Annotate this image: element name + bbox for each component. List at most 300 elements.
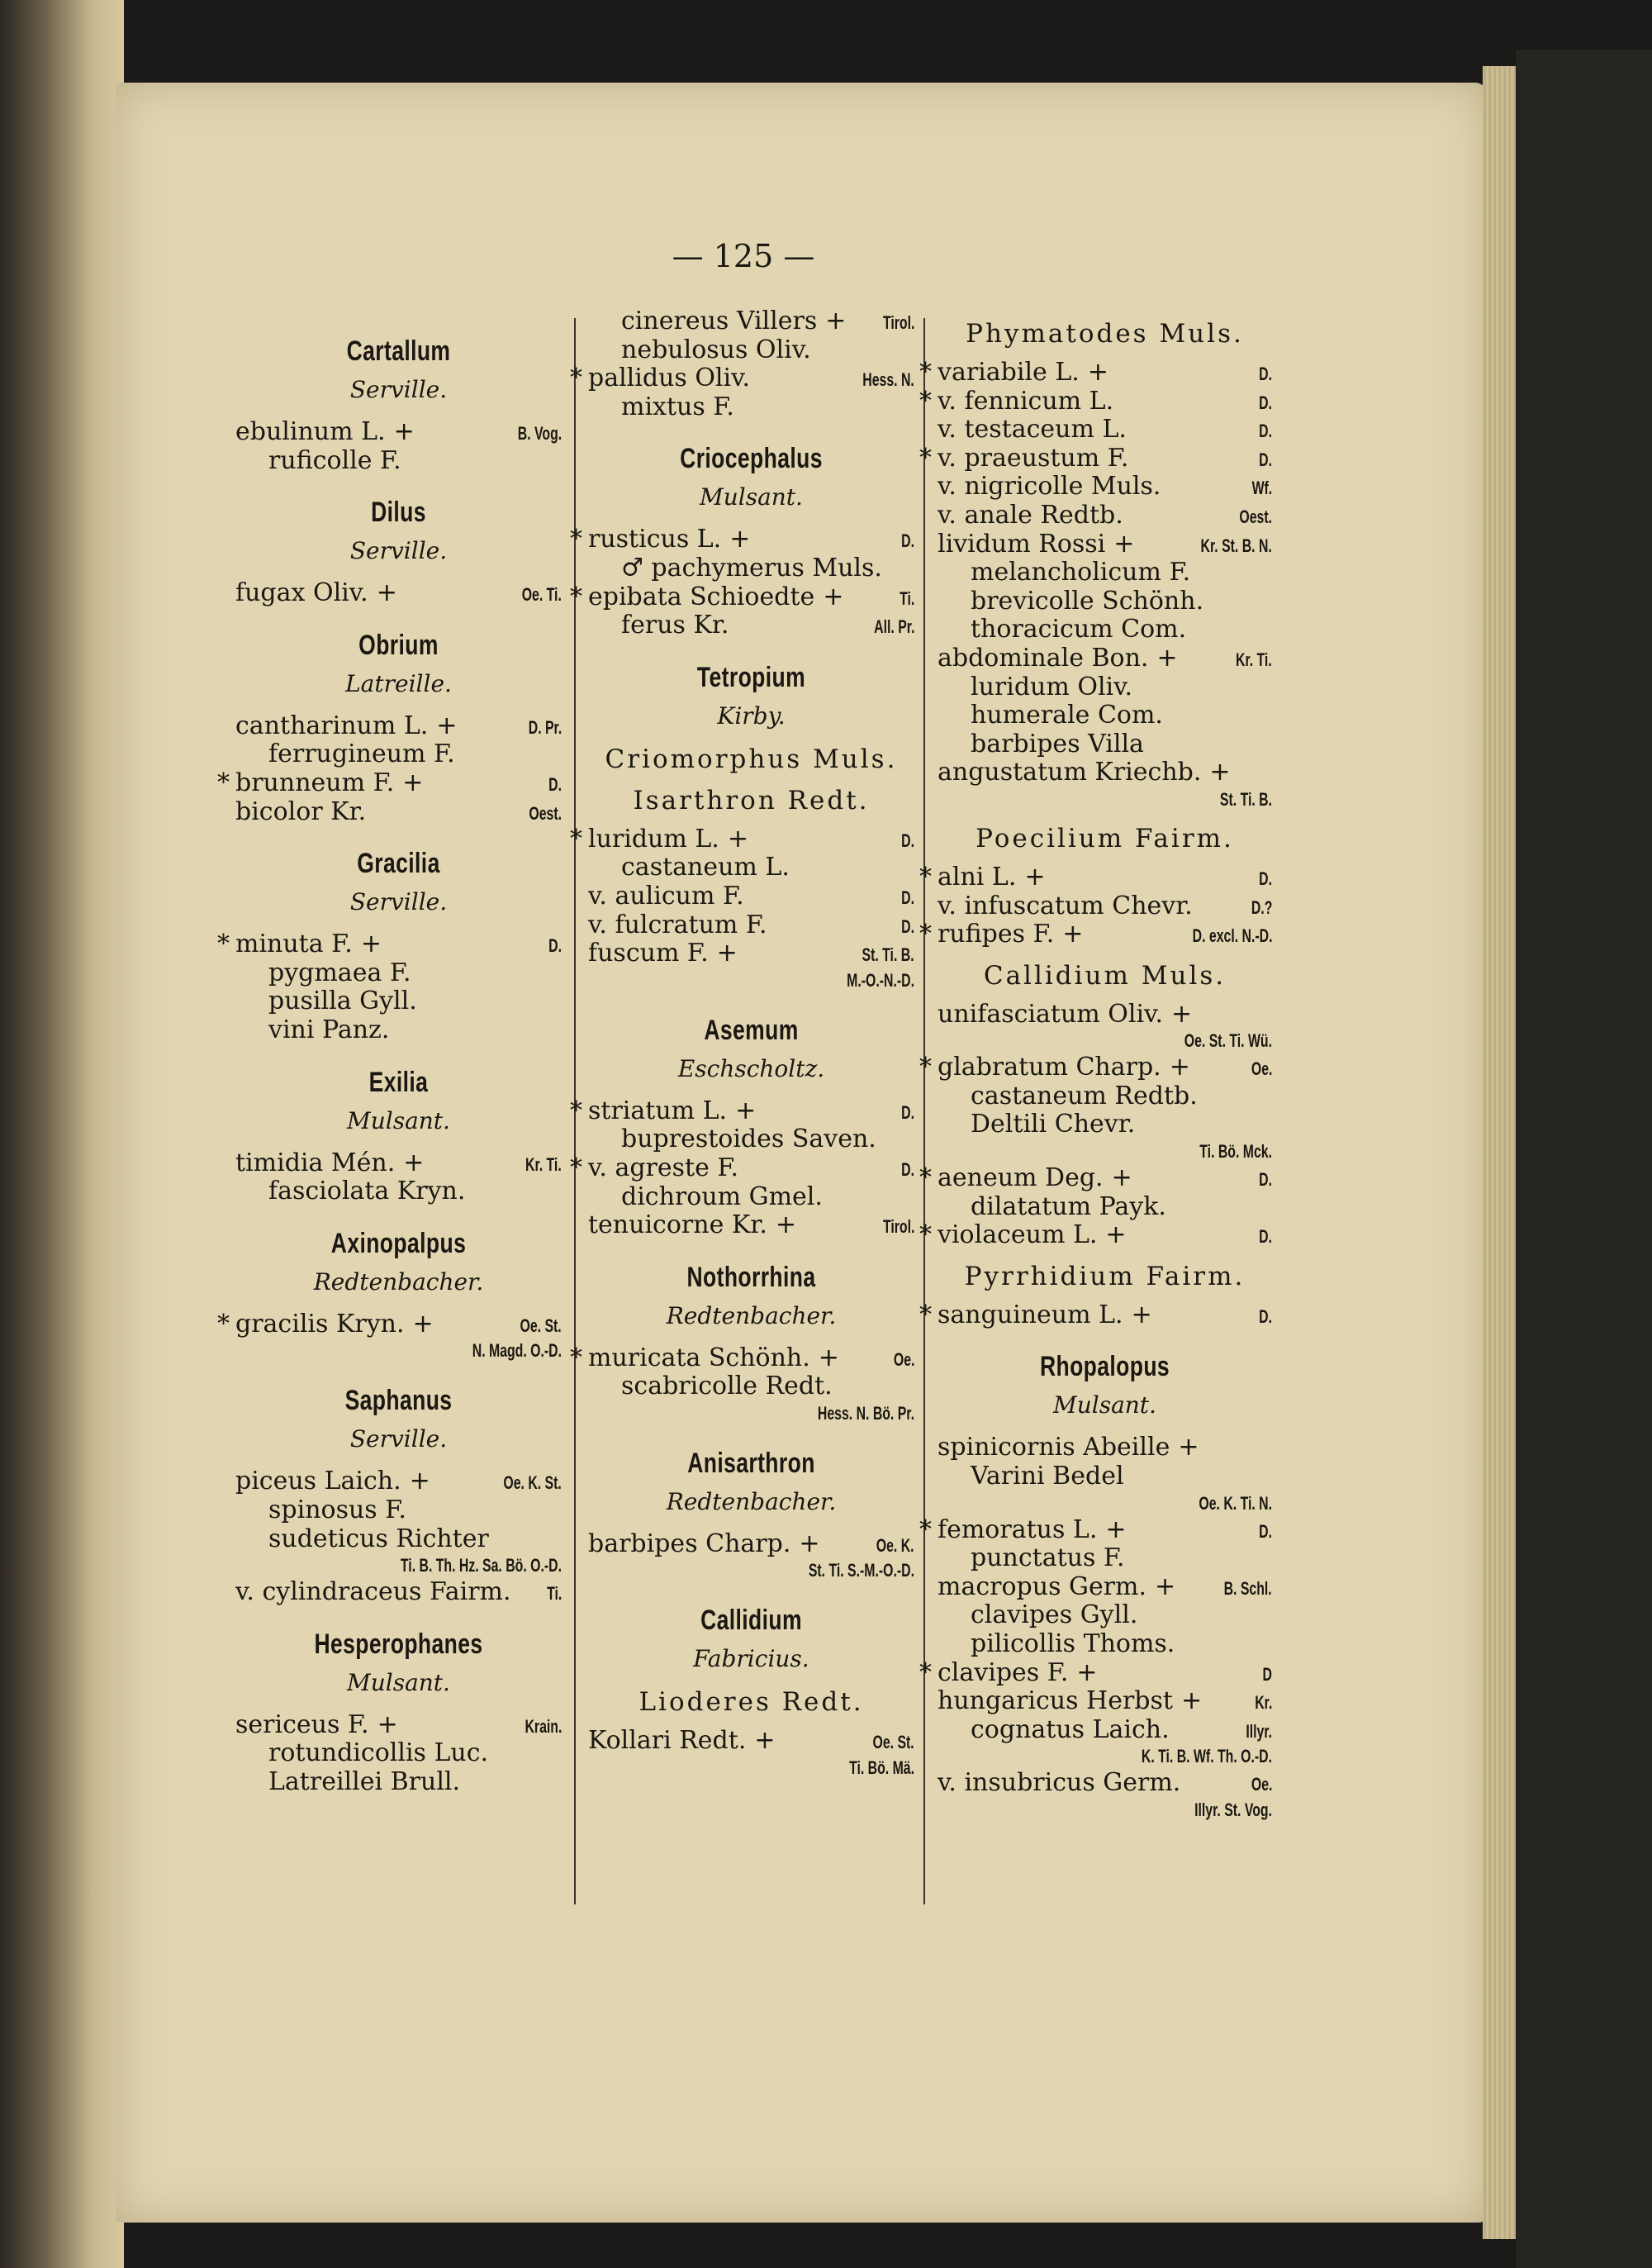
native-marker: * — [570, 582, 582, 611]
genus-author: Serville. — [349, 888, 448, 916]
species-name: v. praeustum F. — [938, 443, 1129, 473]
species-name: nebulosus Oliv. — [621, 335, 811, 364]
distribution-continued: Ti. Bö. Mä. — [849, 1757, 914, 1779]
native-marker: * — [919, 358, 932, 387]
species-name: abdominale Bon. — [938, 643, 1149, 673]
species-name: rusticus L. — [588, 525, 722, 554]
cross-symbol: + — [1156, 643, 1178, 673]
species-entry — [588, 554, 914, 583]
species-name: Kollari Redt. — [588, 1726, 747, 1756]
cross-symbol: + — [735, 1096, 757, 1125]
cross-symbol: + — [823, 582, 844, 611]
species-entry — [235, 959, 562, 988]
species-name: luridum Oliv. — [971, 672, 1133, 701]
species-entry — [919, 1657, 1272, 1688]
species-entry — [235, 740, 562, 769]
distribution-continued: Illyr. St. Vog. — [1194, 1799, 1272, 1820]
genus-author: Serville. — [349, 1425, 448, 1453]
species-entry — [588, 393, 914, 422]
distribution-region: Ti. — [546, 1583, 562, 1605]
distribution-region: Oe. K. — [876, 1534, 914, 1556]
cross-symbol: + — [436, 711, 458, 740]
species-name: angustatum Kriechb. — [938, 758, 1202, 787]
distribution-region: Wf. — [1251, 478, 1272, 499]
species-entry — [938, 1082, 1272, 1111]
subgenus-heading: Poecilium Fairm. — [976, 823, 1234, 853]
species-entry — [919, 1300, 1272, 1330]
distribution-region: D. — [1259, 449, 1272, 470]
species-entry — [938, 587, 1272, 616]
species-entry — [235, 579, 562, 608]
species-entry — [235, 447, 562, 476]
species-name: muricata Schönh. — [588, 1343, 810, 1372]
species-entry — [235, 1016, 562, 1045]
species-name: ebulinum L. — [235, 417, 386, 446]
species-entry — [938, 1193, 1272, 1222]
native-marker: * — [919, 920, 932, 949]
distribution-region: Oe. — [1251, 1058, 1272, 1080]
native-marker: * — [217, 930, 230, 959]
species-name: v. agreste F. — [588, 1153, 739, 1182]
species-entry — [588, 1183, 914, 1212]
species-name: v. aulicum F. — [588, 881, 744, 911]
species-entry — [588, 336, 914, 365]
native-marker: * — [570, 364, 582, 393]
cross-symbol: + — [1076, 1657, 1098, 1687]
column-1 — [217, 314, 562, 1796]
subgenus-heading: Criomorphus Muls. — [605, 744, 898, 774]
species-entry — [938, 1434, 1272, 1462]
distribution-region: Illyr. — [1246, 1720, 1272, 1742]
species-entry — [217, 1309, 562, 1339]
distribution-continued: Oe. St. Ti. Wü. — [1184, 1030, 1272, 1052]
book-gutter-left — [0, 0, 124, 2268]
species-entry — [919, 358, 1272, 388]
species-name: minuta F. — [235, 930, 353, 959]
cross-symbol: + — [716, 939, 738, 968]
distribution-continued: Oe. K. Ti. N. — [1199, 1492, 1272, 1514]
distribution-region: D. — [1259, 868, 1272, 889]
species-name: fugax Oliv. — [235, 578, 368, 608]
native-marker: * — [570, 1343, 582, 1372]
cross-symbol: + — [402, 768, 424, 797]
species-entry — [588, 939, 914, 968]
species-name: alni L. — [938, 862, 1017, 892]
cross-symbol: + — [1105, 1220, 1127, 1250]
cross-symbol: + — [727, 824, 748, 853]
distribution-region: D. Pr. — [528, 716, 562, 738]
genus-author: Mulsant. — [347, 1106, 450, 1134]
species-name: brunneum F. — [235, 768, 395, 797]
species-entry — [570, 364, 914, 393]
genus-author: Mulsant. — [700, 483, 803, 511]
species-name: v. anale Redtb. — [938, 500, 1123, 530]
cross-symbol: + — [799, 1529, 820, 1558]
distribution-region: Kr. Ti. — [525, 1153, 562, 1175]
species-entry — [588, 911, 914, 940]
species-entry — [235, 1739, 562, 1768]
cross-symbol: + — [403, 1148, 425, 1177]
subgenus-heading: Isarthron Redt. — [633, 785, 870, 815]
species-name: spinicornis Abeille — [938, 1433, 1170, 1462]
species-name: aeneum Deg. — [938, 1163, 1104, 1193]
book-cover — [1516, 50, 1652, 2268]
genus-heading: Callidium — [700, 1605, 802, 1637]
distribution-region: Krain. — [525, 1715, 562, 1737]
species-name: ♂ pachymerus Muls. — [621, 553, 882, 582]
species-entry — [588, 1372, 914, 1401]
species-entry — [235, 1525, 562, 1554]
distribution-continued: Hess. N. Bö. Pr. — [817, 1402, 914, 1424]
species-name: violaceum L. — [938, 1220, 1098, 1250]
cross-symbol: + — [1155, 1571, 1176, 1601]
cross-symbol: + — [1131, 1300, 1152, 1329]
species-entry — [588, 1530, 914, 1559]
species-entry — [938, 473, 1272, 502]
species-entry — [938, 1462, 1272, 1491]
species-name: rufipes F. — [938, 920, 1055, 949]
species-name: pilicollis Thoms. — [971, 1629, 1175, 1658]
species-name: barbipes Villa — [971, 729, 1144, 758]
species-name: cantharinum L. — [235, 711, 429, 740]
cross-symbol: + — [360, 930, 382, 959]
species-name: fasciolata Kryn. — [268, 1177, 466, 1206]
species-name: femoratus L. — [938, 1514, 1098, 1544]
cross-symbol: + — [1180, 1686, 1203, 1716]
species-entry — [235, 418, 562, 447]
genus-heading: Anisarthron — [687, 1447, 815, 1479]
distribution-region: D. — [1259, 421, 1272, 442]
species-entry — [919, 386, 1272, 416]
species-entry — [938, 559, 1272, 587]
native-marker: * — [919, 1514, 932, 1544]
species-name: punctatus F. — [971, 1543, 1125, 1573]
species-name: cinereus Villers — [621, 307, 818, 335]
page-number: — 125 — — [672, 238, 815, 274]
species-entry — [235, 1177, 562, 1206]
species-entry — [919, 1220, 1272, 1250]
species-entry — [235, 712, 562, 741]
species-name: dichroum Gmel. — [621, 1182, 823, 1211]
species-entry — [938, 530, 1272, 559]
genus-heading: Tetropium — [696, 661, 806, 693]
species-entry — [919, 862, 1272, 892]
species-name: v. nigricolle Muls. — [938, 472, 1161, 502]
cross-symbol: + — [412, 1309, 434, 1338]
species-name: pygmaea F. — [268, 958, 411, 987]
distribution-region: Kr. — [1254, 1692, 1272, 1714]
species-entry — [588, 853, 914, 882]
genus-heading: Gracilia — [357, 848, 440, 880]
distribution-region: Oest. — [529, 802, 562, 824]
species-name: v. testaceum L. — [938, 415, 1127, 445]
species-name: vini Panz. — [268, 1015, 390, 1044]
species-name: sanguineum L. — [938, 1300, 1123, 1329]
species-entry — [938, 1110, 1272, 1139]
species-name: bicolor Kr. — [235, 796, 367, 826]
distribution-continued: St. Ti. S.-M.-O.-D. — [808, 1560, 914, 1581]
species-entry — [919, 1163, 1272, 1193]
species-entry — [938, 1630, 1272, 1659]
genus-author: Fabricius. — [693, 1645, 809, 1673]
cross-symbol: + — [1111, 1163, 1132, 1193]
species-name: castaneum Redtb. — [971, 1081, 1198, 1110]
species-entry — [938, 1687, 1272, 1716]
distribution-region: D. — [901, 1101, 914, 1123]
cross-symbol: + — [1024, 862, 1046, 892]
distribution-region: Kr. St. B. N. — [1200, 535, 1272, 556]
distribution-continued: Ti. Bö. Mck. — [1199, 1141, 1272, 1163]
species-entry — [919, 443, 1272, 473]
species-entry — [938, 1544, 1272, 1573]
species-entry — [919, 1053, 1272, 1082]
distribution-region: D — [1262, 1663, 1272, 1685]
species-name: tenuicorne Kr. — [588, 1210, 767, 1240]
species-entry — [235, 1711, 562, 1740]
species-entry — [570, 824, 914, 854]
species-name: pallidus Oliv. — [588, 364, 751, 393]
species-name: melancholicum F. — [971, 558, 1191, 587]
species-name: mixtus F. — [621, 392, 734, 421]
distribution-region: D. — [901, 830, 914, 851]
distribution-continued: M.-O.-N.-D. — [847, 969, 914, 991]
species-entry — [938, 758, 1272, 787]
distribution-region: B. Vog. — [517, 423, 562, 444]
species-name: brevicolle Schönh. — [971, 586, 1204, 616]
distribution-region: All. Pr. — [873, 616, 914, 638]
cross-symbol: + — [825, 307, 847, 335]
distribution-region: B. Schl. — [1223, 1577, 1272, 1599]
native-marker: * — [919, 1163, 932, 1193]
species-name: piceus Laich. — [235, 1467, 401, 1496]
distribution-region: D. excl. N.-D. — [1192, 925, 1272, 947]
genus-author: Mulsant. — [1053, 1391, 1156, 1419]
native-marker: * — [919, 1220, 932, 1250]
distribution-region: Oe. — [893, 1348, 914, 1370]
distribution-region: D. — [901, 1158, 914, 1180]
species-entry — [588, 1125, 914, 1154]
species-entry — [938, 1001, 1272, 1029]
cross-symbol: + — [1169, 1053, 1190, 1082]
native-marker: * — [217, 768, 230, 797]
species-name: Varini Bedel — [971, 1462, 1124, 1491]
species-name: ferus Kr. — [621, 611, 729, 640]
species-name: ruficolle F. — [268, 445, 401, 475]
species-name: v. fulcratum F. — [588, 910, 767, 939]
distribution-region: Oe. St. — [520, 1315, 562, 1336]
genus-heading: Criocephalus — [680, 443, 823, 475]
species-name: dilatatum Payk. — [971, 1191, 1166, 1221]
distribution-region: Oe. St. — [872, 1732, 914, 1753]
species-name: thoracicum Com. — [971, 615, 1187, 644]
species-name: spinosus F. — [268, 1495, 406, 1524]
species-entry — [570, 1153, 914, 1183]
distribution-continued: St. Ti. B. — [1219, 788, 1272, 810]
species-name: lividum Rossi — [938, 529, 1106, 559]
species-name: castaneum L. — [621, 853, 790, 882]
distribution-continued: Ti. B. Th. Hz. Sa. Bö. O.-D. — [400, 1555, 562, 1576]
species-entry — [938, 730, 1272, 759]
distribution-region: D. — [1259, 1226, 1272, 1248]
species-name: Deltili Chevr. — [971, 1110, 1136, 1139]
cross-symbol: + — [393, 417, 415, 446]
species-name: timidia Mén. — [235, 1148, 396, 1177]
distribution-region: Oe. Ti. — [521, 584, 562, 606]
cross-symbol: + — [729, 525, 751, 554]
species-name: sericeus F. — [235, 1709, 369, 1739]
distribution-region: Ti. — [899, 587, 914, 609]
subgenus-heading: Lioderes Redt. — [638, 1687, 864, 1718]
species-entry — [570, 582, 914, 612]
genus-author: Serville. — [349, 376, 448, 403]
species-name: v. fennicum L. — [938, 386, 1114, 416]
native-marker: * — [919, 443, 932, 473]
species-entry — [938, 1601, 1272, 1630]
genus-author: Serville. — [349, 537, 448, 565]
native-marker: * — [570, 1153, 582, 1182]
cross-symbol: + — [377, 1709, 398, 1739]
native-marker: * — [919, 1300, 932, 1329]
distribution-region: D. — [1259, 1169, 1272, 1191]
genus-author: Redtenbacher. — [666, 1301, 837, 1329]
distribution-region: D. — [901, 915, 914, 937]
distribution-region: Oe. K. St. — [503, 1472, 562, 1494]
species-entry — [938, 644, 1272, 673]
distribution-region: D. — [548, 935, 562, 957]
genus-heading: Obrium — [358, 629, 439, 661]
cross-symbol: + — [1113, 529, 1135, 559]
distribution-region: Tirol. — [882, 1216, 914, 1238]
species-name: luridum L. — [588, 824, 719, 853]
native-marker: * — [217, 1309, 230, 1338]
genus-heading: Dilus — [371, 497, 426, 529]
species-entry — [938, 892, 1272, 921]
genus-author: Mulsant. — [347, 1668, 450, 1696]
genus-heading: Rhopalopus — [1039, 1351, 1170, 1383]
species-entry — [938, 1573, 1272, 1602]
native-marker: * — [919, 1053, 932, 1082]
distribution-region: Oest. — [1239, 506, 1272, 527]
native-marker: * — [570, 1096, 582, 1125]
species-name: v. insubricus Germ. — [938, 1768, 1181, 1798]
cross-symbol: + — [818, 1343, 839, 1372]
genus-heading: Cartallum — [346, 335, 451, 367]
species-name: rotundicollis Luc. — [268, 1738, 489, 1768]
species-name: clavipes F. — [938, 1657, 1069, 1687]
distribution-region: Oe. — [1251, 1774, 1272, 1795]
distribution-region: D. — [901, 530, 914, 552]
distribution-region: D. — [1259, 1520, 1272, 1542]
species-entry — [235, 1149, 562, 1178]
distribution-region: Kr. Ti. — [1236, 649, 1272, 670]
species-entry — [235, 987, 562, 1016]
species-entry — [938, 1716, 1272, 1745]
genus-author: Kirby. — [717, 701, 786, 730]
genus-heading: Nothorrhina — [686, 1261, 816, 1293]
species-entry — [217, 768, 562, 798]
distribution-region: D. — [1259, 1305, 1272, 1327]
species-name: humerale Com. — [971, 701, 1163, 730]
species-name: pusilla Gyll. — [268, 987, 417, 1016]
species-name: macropus Germ. — [938, 1571, 1147, 1601]
species-name: v. cylindraceus Fairm. — [235, 1577, 511, 1607]
distribution-continued: N. Magd. O.-D. — [472, 1340, 562, 1362]
genus-author: Redtenbacher. — [666, 1487, 837, 1515]
column-3 — [919, 307, 1272, 1823]
genus-heading: Hesperophanes — [314, 1628, 483, 1660]
genus-heading: Axinopalpus — [330, 1227, 467, 1259]
species-entry — [235, 1467, 562, 1496]
distribution-region: St. Ti. B. — [862, 944, 914, 966]
species-name: glabratum Charp. — [938, 1053, 1161, 1082]
species-entry — [570, 1096, 914, 1126]
species-name: clavipes Gyll. — [971, 1600, 1138, 1630]
distribution-region: Tirol. — [882, 312, 914, 333]
subgenus-heading: Phymatodes Muls. — [966, 319, 1244, 349]
cross-symbol: + — [775, 1210, 796, 1240]
species-name: epibata Schioedte — [588, 582, 815, 611]
species-entry — [570, 1343, 914, 1373]
species-name: variabile L. — [938, 358, 1080, 387]
native-marker: * — [570, 525, 582, 554]
cross-symbol: + — [1178, 1433, 1199, 1462]
species-entry — [217, 930, 562, 959]
genus-author: Redtenbacher. — [313, 1267, 484, 1296]
species-name: fuscum F. — [588, 939, 709, 968]
species-name: barbipes Charp. — [588, 1529, 791, 1558]
cross-symbol: + — [1170, 999, 1193, 1029]
distribution-region: D. — [1259, 364, 1272, 384]
distribution-region: D. — [1259, 392, 1272, 413]
native-marker: * — [919, 1657, 932, 1687]
species-name: Latreillei Brull. — [268, 1766, 461, 1796]
species-entry — [938, 616, 1272, 644]
genus-heading: Exilia — [368, 1066, 429, 1098]
cross-symbol: + — [1087, 358, 1108, 387]
species-entry — [588, 1211, 914, 1240]
species-entry — [235, 1768, 562, 1797]
cross-symbol: + — [1209, 758, 1231, 787]
species-name: buprestoides Saven. — [621, 1124, 876, 1154]
species-entry — [938, 701, 1272, 730]
native-marker: * — [570, 824, 582, 853]
species-entry — [570, 525, 914, 554]
column-2 — [570, 307, 914, 1781]
species-entry — [235, 798, 562, 827]
cross-symbol: + — [376, 578, 397, 608]
genus-heading: Saphanus — [344, 1385, 453, 1417]
species-entry — [235, 1578, 562, 1607]
subgenus-heading: Pyrrhidium Fairm. — [964, 1261, 1246, 1291]
species-entry — [938, 673, 1272, 702]
species-entry — [588, 611, 914, 640]
species-entry — [938, 502, 1272, 530]
cross-symbol: + — [1105, 1514, 1127, 1544]
species-entry — [938, 416, 1272, 445]
species-entry — [588, 307, 914, 336]
species-entry — [938, 1769, 1272, 1798]
distribution-region: D.? — [1251, 896, 1272, 918]
page-edges — [1483, 66, 1516, 2239]
species-name: v. infuscatum Chevr. — [938, 891, 1193, 920]
cross-symbol: + — [1062, 920, 1084, 949]
species-name: scabricolle Redt. — [621, 1372, 833, 1401]
distribution-region: D. — [901, 887, 914, 908]
genus-author: Eschscholtz. — [677, 1054, 825, 1082]
species-name: hungaricus Herbst — [938, 1686, 1173, 1716]
genus-author: Latreille. — [345, 669, 452, 697]
native-marker: * — [919, 862, 932, 892]
